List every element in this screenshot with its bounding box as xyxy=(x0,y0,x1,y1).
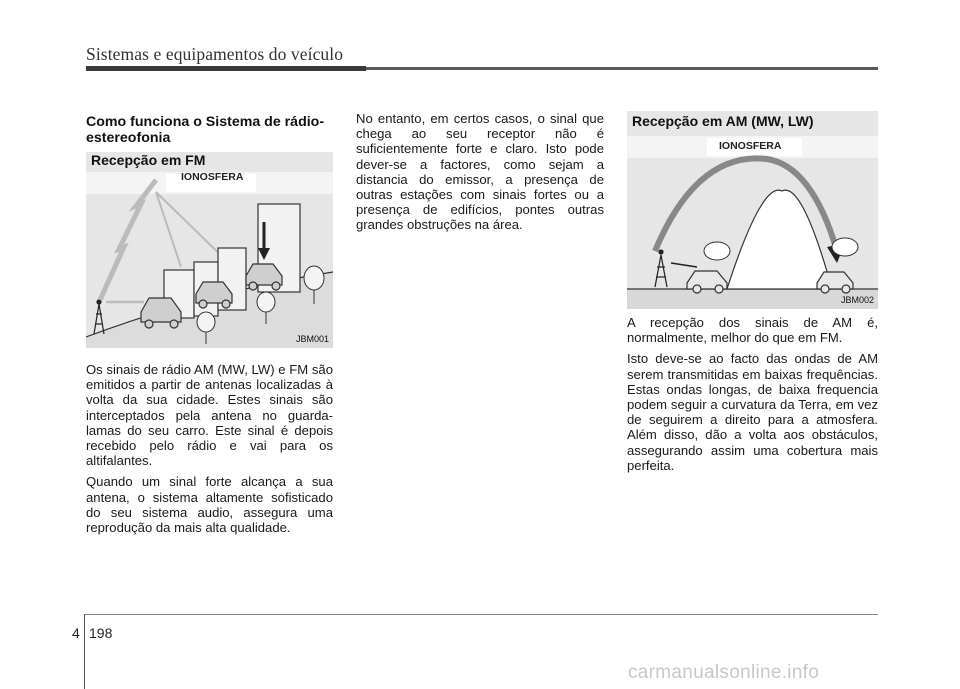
figure-fm-title: Recepção em FM xyxy=(91,152,206,168)
watermark: carmanualsonline.info xyxy=(628,662,820,683)
col1-paragraph-2: Quando um sinal forte alcança a sua antena, o sistema altamente sofisticado do seu sistema audio, assegura uma reprodução da mais alta qualidade. xyxy=(86,474,333,536)
col1-paragraph-1: Os sinais de rádio AM (MW, LW) e FM são emitidos a partir de antenas localizadas à volta da sua cidade. Estes sinais são interceptados pela antena no guarda-lamas do seu carro. Este sinal é depois recebido pelo rádio e vai para os altifalantes. xyxy=(86,362,333,469)
figure-am-title: Recepção em AM (MW, LW) xyxy=(632,113,814,129)
col3-paragraph-1: A recepção dos sinais de AM é, normalmente, melhor do que em FM. xyxy=(627,315,878,346)
col3-paragraph-2: Isto deve-se ao facto das ondas de AM serem transmitidas em baixas frequências. Estas ondas longas, de baixa frequencia podem seguir a curvatura da Terra, em vez de seguirem a direito para a atmosfera. Além disso, dão a volta aos obstáculos, assegurando assim uma cobertura mais perfeita. xyxy=(627,351,878,473)
footer-rule xyxy=(84,614,878,615)
col3-text xyxy=(627,315,878,479)
chapter-number: 4 xyxy=(72,625,80,641)
figure-fm-reception xyxy=(86,152,333,348)
running-header-title: Sistemas e equipamentos do veículo xyxy=(86,44,344,64)
col1-text xyxy=(86,362,333,541)
page-number: 198 xyxy=(89,625,113,641)
figure-am-reception xyxy=(627,111,878,309)
figure-am-code: JBM002 xyxy=(840,295,874,305)
header-rule-dark xyxy=(86,66,366,71)
col2-paragraph-1: No entanto, em certos casos, o sinal que chega ao seu receptor não é suficientemente forte e claro. Isto pode dever-se a factores, como sejam a distancia do emissor, a presença de outras estações com sinais fortes ou a presença de edifícios, pontes outras grandes obstruções na área. xyxy=(356,111,604,233)
footer-divider xyxy=(84,614,85,689)
col2-text xyxy=(356,111,604,239)
am-ionosphere-label: IONOSFERA xyxy=(719,140,782,152)
figure-fm-code: JBM001 xyxy=(295,334,329,344)
section-heading: Como funciona o Sistema de rádio-estereofonia xyxy=(86,114,325,146)
fm-ionosphere-label: IONOSFERA xyxy=(181,171,244,183)
header-rule xyxy=(366,67,878,70)
